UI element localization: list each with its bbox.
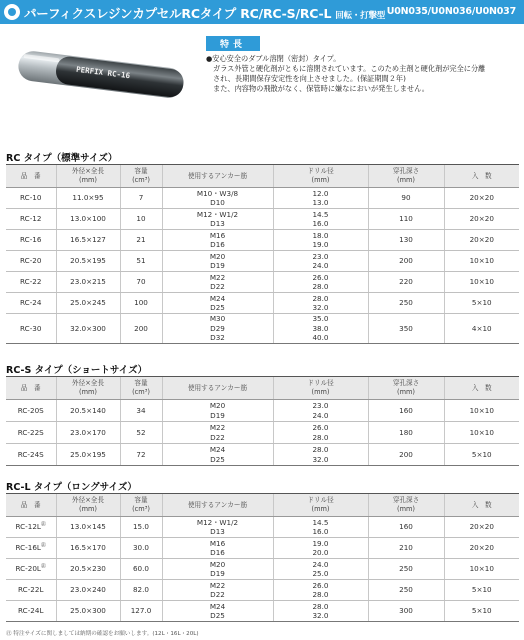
col-drill: ドリル径 (mm): [273, 165, 368, 188]
cell-size: 23.0×215: [56, 272, 120, 293]
cell-qty: 20×20: [444, 209, 519, 230]
cell-anchor: M24 D25: [162, 293, 273, 314]
cell-size: 25.0×245: [56, 293, 120, 314]
cell-volume: 72: [120, 444, 162, 466]
feature-line: ガラス外管と硬化剤がともに溶閉されています。このため主剤と硬化剤が完全に分離: [213, 64, 486, 73]
cell-qty: 10×10: [444, 272, 519, 293]
cell-size: 23.0×240: [56, 580, 120, 601]
cell-depth: 180: [368, 422, 444, 444]
note-mark: ㊟: [40, 563, 46, 570]
cell-volume: 7: [120, 188, 162, 209]
features-panel: [206, 32, 518, 94]
cell-drill: 23.0 24.0: [273, 251, 368, 272]
header-bar: [0, 0, 524, 24]
cell-volume: 70: [120, 272, 162, 293]
cell-size: 20.5×230: [56, 559, 120, 580]
note-mark: ㊟: [40, 542, 46, 549]
cell-part: RC-10: [6, 188, 56, 209]
cell-size: 16.5×127: [56, 230, 120, 251]
cell-depth: 200: [368, 251, 444, 272]
cell-qty: 20×20: [444, 230, 519, 251]
cell-size: 13.0×100: [56, 209, 120, 230]
cell-volume: 51: [120, 251, 162, 272]
col-volume: 容量 (cm³): [120, 377, 162, 400]
cell-depth: 160: [368, 400, 444, 422]
cell-size: 20.5×195: [56, 251, 120, 272]
cell-depth: 90: [368, 188, 444, 209]
cell-drill: 18.0 19.0: [273, 230, 368, 251]
cell-anchor: M22 D22: [162, 422, 273, 444]
cell-depth: 250: [368, 293, 444, 314]
page-subtitle: 回転・打撃型: [335, 11, 386, 21]
cell-depth: 200: [368, 444, 444, 466]
cell-part: RC-12: [6, 209, 56, 230]
cell-anchor: M20 D19: [162, 251, 273, 272]
section-title-rc-l: RC-L タイプ（ロングサイズ）: [6, 482, 137, 493]
cell-depth: 110: [368, 209, 444, 230]
cell-anchor: M12・W1/2 D13: [162, 517, 273, 538]
col-anchor: 使用するアンカー筋: [162, 165, 273, 188]
cell-part: RC-24S: [6, 444, 56, 466]
col-qty: 入 数: [444, 165, 519, 188]
note-mark: ㊟: [40, 521, 46, 528]
cell-volume: 34: [120, 400, 162, 422]
section-title-rc-s: RC-S タイプ（ショートサイズ）: [6, 365, 148, 376]
cell-anchor: M22 D22: [162, 272, 273, 293]
spec-table-rc-l: [6, 493, 519, 622]
cell-depth: 130: [368, 230, 444, 251]
cell-volume: 15.0: [120, 517, 162, 538]
col-size: 外径×全長 (mm): [56, 377, 120, 400]
table-row: [6, 188, 519, 209]
cell-drill: 19.0 20.0: [273, 538, 368, 559]
cell-qty: 5×10: [444, 444, 519, 466]
cell-depth: 300: [368, 601, 444, 622]
col-qty: 入 数: [444, 494, 519, 517]
cell-depth: 220: [368, 272, 444, 293]
spec-table-rc: [6, 164, 519, 344]
cell-part: RC-22L: [6, 580, 56, 601]
cell-part: RC-20S: [6, 400, 56, 422]
section-title-rc: RC タイプ（標準サイズ）: [6, 153, 118, 164]
cell-volume: 52: [120, 422, 162, 444]
cell-drill: 28.0 32.0: [273, 601, 368, 622]
cell-qty: 10×10: [444, 251, 519, 272]
table-header-row: [6, 494, 519, 517]
target-icon: [4, 4, 20, 20]
cell-part: RC-24: [6, 293, 56, 314]
cell-part: RC-16L㊟: [6, 538, 56, 559]
cell-drill: 23.0 24.0: [273, 400, 368, 422]
cell-size: 16.5×170: [56, 538, 120, 559]
cell-anchor: M12・W1/2 D13: [162, 209, 273, 230]
cell-depth: 350: [368, 314, 444, 344]
col-qty: 入 数: [444, 377, 519, 400]
col-part: 品 番: [6, 377, 56, 400]
cell-qty: 20×20: [444, 517, 519, 538]
cell-depth: 250: [368, 559, 444, 580]
feature-line: ●安心安全のダブル溶閉（密封）タイプ。: [206, 54, 341, 63]
cell-drill: 12.0 13.0: [273, 188, 368, 209]
cell-size: 20.5×140: [56, 400, 120, 422]
cell-volume: 200: [120, 314, 162, 344]
cell-anchor: M20 D19: [162, 559, 273, 580]
footnote: ㊟ 特注サイズに関しましては納期の確認をお願いします。(12L・16L・20L): [6, 631, 199, 637]
cell-part: RC-12L㊟: [6, 517, 56, 538]
cell-size: 23.0×170: [56, 422, 120, 444]
table-row: [6, 272, 519, 293]
table-row: [6, 601, 519, 622]
cell-volume: 60.0: [120, 559, 162, 580]
cell-anchor: M16 D16: [162, 538, 273, 559]
table-row: [6, 559, 519, 580]
cell-anchor: M24 D25: [162, 601, 273, 622]
cell-anchor: M24 D25: [162, 444, 273, 466]
cell-part: RC-22S: [6, 422, 56, 444]
col-size: 外径×全長 (mm): [56, 494, 120, 517]
col-part: 品 番: [6, 494, 56, 517]
feature-line: され、長期間保存安定性を向上させました。(保証期間２年): [213, 74, 406, 83]
cell-drill: 24.0 25.0: [273, 559, 368, 580]
cell-anchor: M22 D22: [162, 580, 273, 601]
capsule-label: PERFIX RC-16: [75, 64, 131, 81]
col-depth: 穿孔深さ (mm): [368, 377, 444, 400]
table-row: [6, 314, 519, 344]
cell-drill: 14.5 16.0: [273, 209, 368, 230]
table-row: [6, 444, 519, 466]
cell-qty: 5×10: [444, 580, 519, 601]
cell-part: RC-16: [6, 230, 56, 251]
cell-qty: 5×10: [444, 601, 519, 622]
cell-qty: 20×20: [444, 538, 519, 559]
cell-qty: 10×10: [444, 422, 519, 444]
cell-part: RC-24L: [6, 601, 56, 622]
table-header-row: [6, 377, 519, 400]
table-row: [6, 538, 519, 559]
cell-size: 32.0×300: [56, 314, 120, 344]
table-row: [6, 230, 519, 251]
cell-qty: 10×10: [444, 559, 519, 580]
cell-qty: 4×10: [444, 314, 519, 344]
cell-drill: 28.0 32.0: [273, 293, 368, 314]
table-row: [6, 580, 519, 601]
cell-drill: 14.5 16.0: [273, 517, 368, 538]
col-anchor: 使用するアンカー筋: [162, 377, 273, 400]
col-depth: 穿孔深さ (mm): [368, 165, 444, 188]
cell-volume: 30.0: [120, 538, 162, 559]
col-drill: ドリル径 (mm): [273, 377, 368, 400]
col-depth: 穿孔深さ (mm): [368, 494, 444, 517]
cell-drill: 26.0 28.0: [273, 422, 368, 444]
cell-drill: 26.0 28.0: [273, 272, 368, 293]
cell-volume: 21: [120, 230, 162, 251]
cell-anchor: M30 D29 D32: [162, 314, 273, 344]
cell-size: 25.0×195: [56, 444, 120, 466]
cell-depth: 250: [368, 580, 444, 601]
table-row: [6, 293, 519, 314]
cell-size: 25.0×300: [56, 601, 120, 622]
cell-part: RC-20: [6, 251, 56, 272]
table-row: [6, 400, 519, 422]
cell-anchor: M20 D19: [162, 400, 273, 422]
spec-table-rc-s: [6, 376, 519, 466]
cell-size: 11.0×95: [56, 188, 120, 209]
cell-part: RC-30: [6, 314, 56, 344]
product-codes: U0N035/U0N036/U0N037: [386, 6, 516, 17]
features-title: 特長: [206, 36, 260, 51]
cell-depth: 160: [368, 517, 444, 538]
table-row: [6, 209, 519, 230]
cell-part: RC-22: [6, 272, 56, 293]
cell-drill: 26.0 28.0: [273, 580, 368, 601]
table-row: [6, 422, 519, 444]
page-title: パーフィクスレジンカプセルRCタイプ RC/RC-S/RC-L 回転・打撃型: [24, 6, 386, 21]
cell-size: 13.0×145: [56, 517, 120, 538]
table-header-row: [6, 165, 519, 188]
cell-qty: 20×20: [444, 188, 519, 209]
cell-depth: 210: [368, 538, 444, 559]
table-row: [6, 251, 519, 272]
cell-qty: 5×10: [444, 293, 519, 314]
cell-qty: 10×10: [444, 400, 519, 422]
cell-anchor: M16 D16: [162, 230, 273, 251]
col-size: 外径×全長 (mm): [56, 165, 120, 188]
cell-volume: 127.0: [120, 601, 162, 622]
col-anchor: 使用するアンカー筋: [162, 494, 273, 517]
cell-drill: 28.0 32.0: [273, 444, 368, 466]
cell-drill: 35.0 38.0 40.0: [273, 314, 368, 344]
cell-volume: 10: [120, 209, 162, 230]
cell-part: RC-20L㊟: [6, 559, 56, 580]
cell-anchor: M10・W3/8 D10: [162, 188, 273, 209]
cell-volume: 82.0: [120, 580, 162, 601]
feature-line: また、内容物の飛散がなく、保管時に嫌なにおいが発生しません。: [213, 84, 429, 93]
col-volume: 容量 (cm³): [120, 165, 162, 188]
col-part: 品 番: [6, 165, 56, 188]
table-row: [6, 517, 519, 538]
col-drill: ドリル径 (mm): [273, 494, 368, 517]
cell-volume: 100: [120, 293, 162, 314]
col-volume: 容量 (cm³): [120, 494, 162, 517]
